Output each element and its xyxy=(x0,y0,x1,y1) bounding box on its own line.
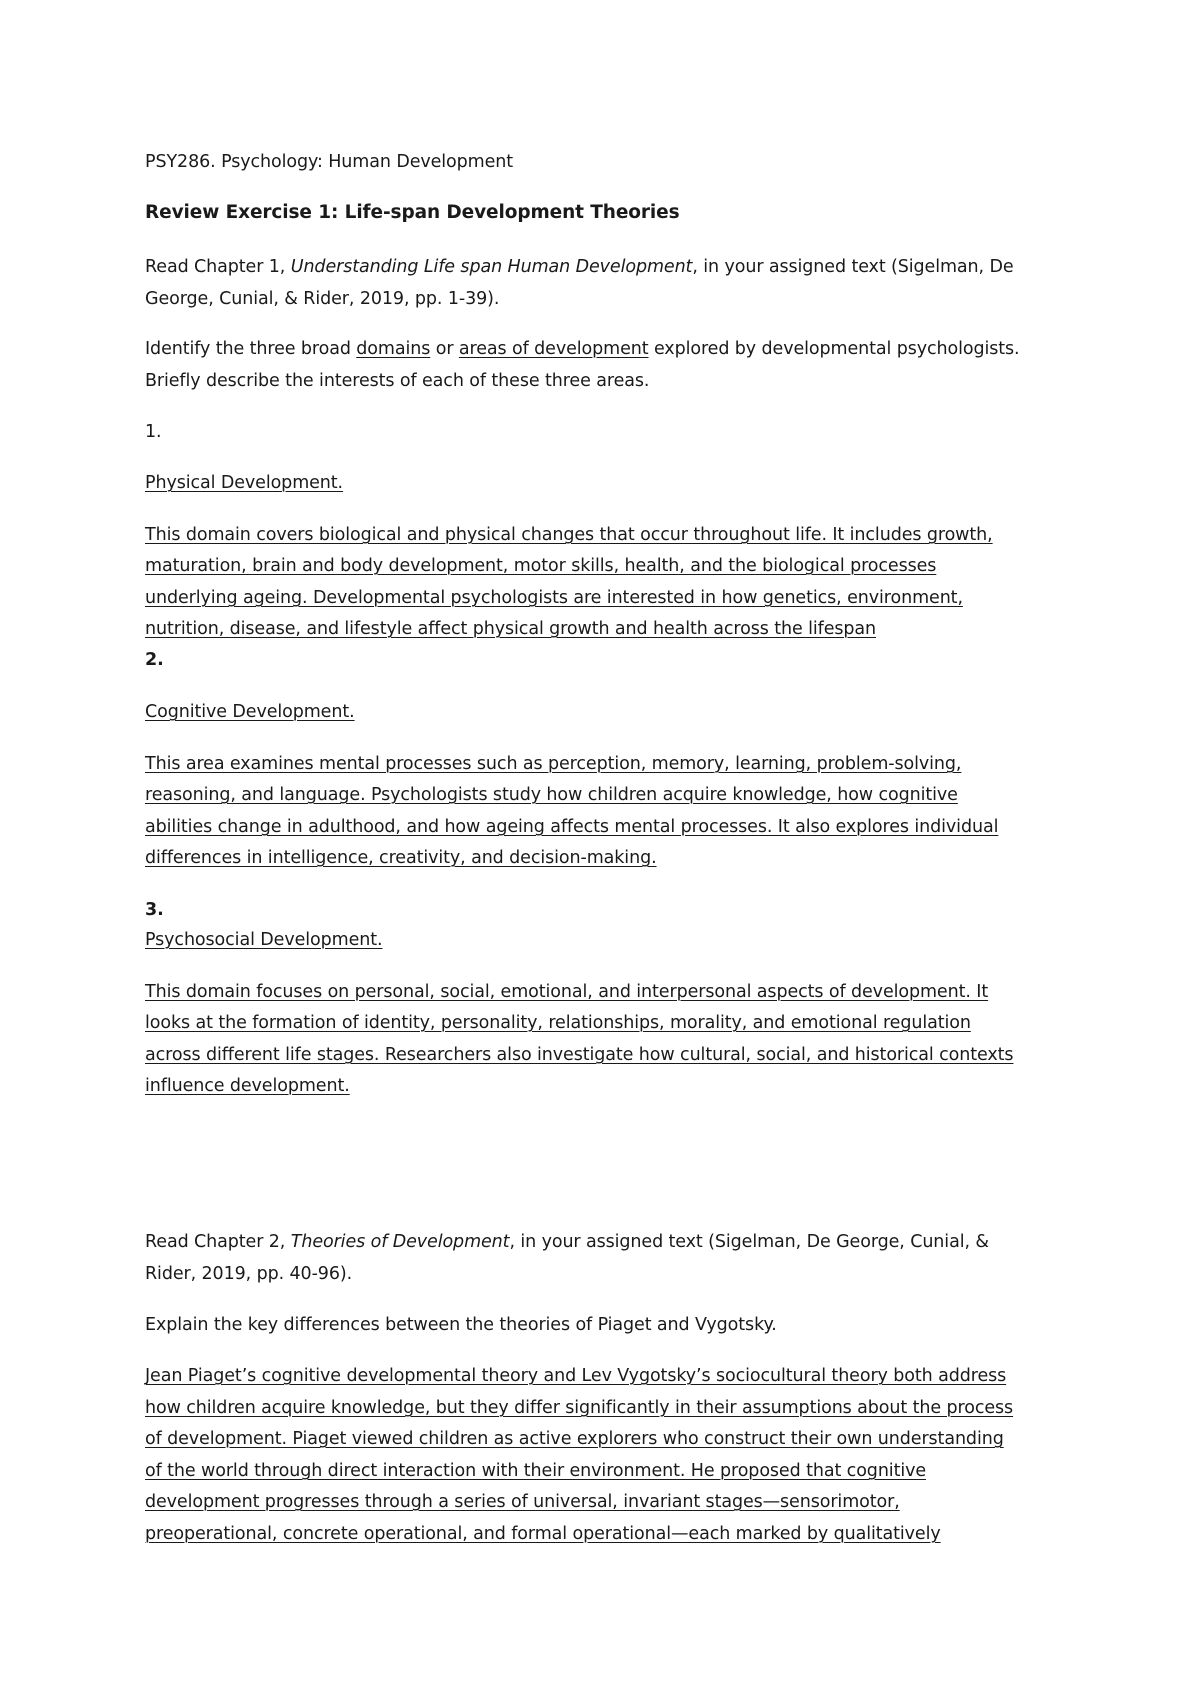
chapter2-book-title: Theories of Development xyxy=(290,1232,510,1252)
domain-2-text-line: abilities change in adulthood, and how ageing affects mental processes. It also explores individual xyxy=(145,817,999,837)
domain-3-number: 3. xyxy=(145,900,164,920)
answer-line: preoperational, concrete operational, and formal operational—each marked by qualitatively xyxy=(145,1524,941,1544)
exercise-title: Review Exercise 1: Life-span Development Theories xyxy=(145,202,680,223)
domain-1-number: 1. xyxy=(145,422,162,442)
chapter2-instruction-line2: Rider, 2019, pp. 40-96). xyxy=(145,1264,353,1284)
domain-2-text-line: reasoning, and language. Psychologists study how children acquire knowledge, how cognitive xyxy=(145,785,958,805)
chapter1-instruction: Read Chapter 1, Understanding Life span Human Development, in your assigned text (Sigelman, De xyxy=(145,257,1014,277)
chapter2-instruction: Read Chapter 2, Theories of Development, in your assigned text (Sigelman, De George, Cunial, & xyxy=(145,1232,989,1252)
chapter1-instruction-line2: George, Cunial, & Rider, 2019, pp. 1-39). xyxy=(145,289,500,309)
answer-line: how children acquire knowledge, but they differ significantly in their assumptions about the process xyxy=(145,1398,1014,1418)
domain-3-text-line: This domain focuses on personal, social, emotional, and interpersonal aspects of development. It xyxy=(145,982,989,1002)
answer-line: of the world through direct interaction with their environment. He proposed that cognitive xyxy=(145,1461,927,1481)
domain-2-name: Cognitive Development. xyxy=(145,702,355,722)
domain-1-text-line: nutrition, disease, and lifestyle affect physical growth and health across the lifespan xyxy=(145,619,877,639)
domain-3-name: Psychosocial Development. xyxy=(145,930,383,950)
domain-1-text-line: maturation, brain and body development, motor skills, health, and the biological processes xyxy=(145,556,937,576)
domains-question-line2: Briefly describe the interests of each of these three areas. xyxy=(145,371,650,391)
piaget-vygotsky-question: Explain the key differences between the theories of Piaget and Vygotsky. xyxy=(145,1315,777,1335)
domain-2-text-line: This area examines mental processes such as perception, memory, learning, problem-solving, xyxy=(145,754,962,774)
domain-1-text-line: underlying ageing. Developmental psychologists are interested in how genetics, environment, xyxy=(145,588,963,608)
domain-3-text-line: influence development. xyxy=(145,1076,350,1096)
domain-3-text-line: looks at the formation of identity, personality, relationships, morality, and emotional regulation xyxy=(145,1013,971,1033)
domain-2-text-line: differences in intelligence, creativity, and decision-making. xyxy=(145,848,657,868)
domain-3-text-line: across different life stages. Researchers also investigate how cultural, social, and historical contexts xyxy=(145,1045,1014,1065)
answer-line: of development. Piaget viewed children as active explorers who construct their own understanding xyxy=(145,1429,1004,1449)
term-domains: domains xyxy=(356,339,431,359)
answer-line: development progresses through a series of universal, invariant stages—sensorimotor, xyxy=(145,1492,900,1512)
answer-line: Jean Piaget’s cognitive developmental theory and Lev Vygotsky’s sociocultural theory both address xyxy=(145,1366,1007,1386)
course-title: PSY286. Psychology: Human Development xyxy=(145,152,514,172)
term-areas-of-development: areas of development xyxy=(458,339,649,359)
chapter1-book-title: Understanding Life span Human Development xyxy=(290,257,693,277)
domains-question: Identify the three broad domains or areas of development explored by developmental psychologists. xyxy=(145,339,1020,359)
domain-1-text-line: This domain covers biological and physical changes that occur throughout life. It includes growth, xyxy=(145,525,993,545)
domain-2-number: 2. xyxy=(145,650,164,670)
domain-1-name: Physical Development. xyxy=(145,473,344,493)
